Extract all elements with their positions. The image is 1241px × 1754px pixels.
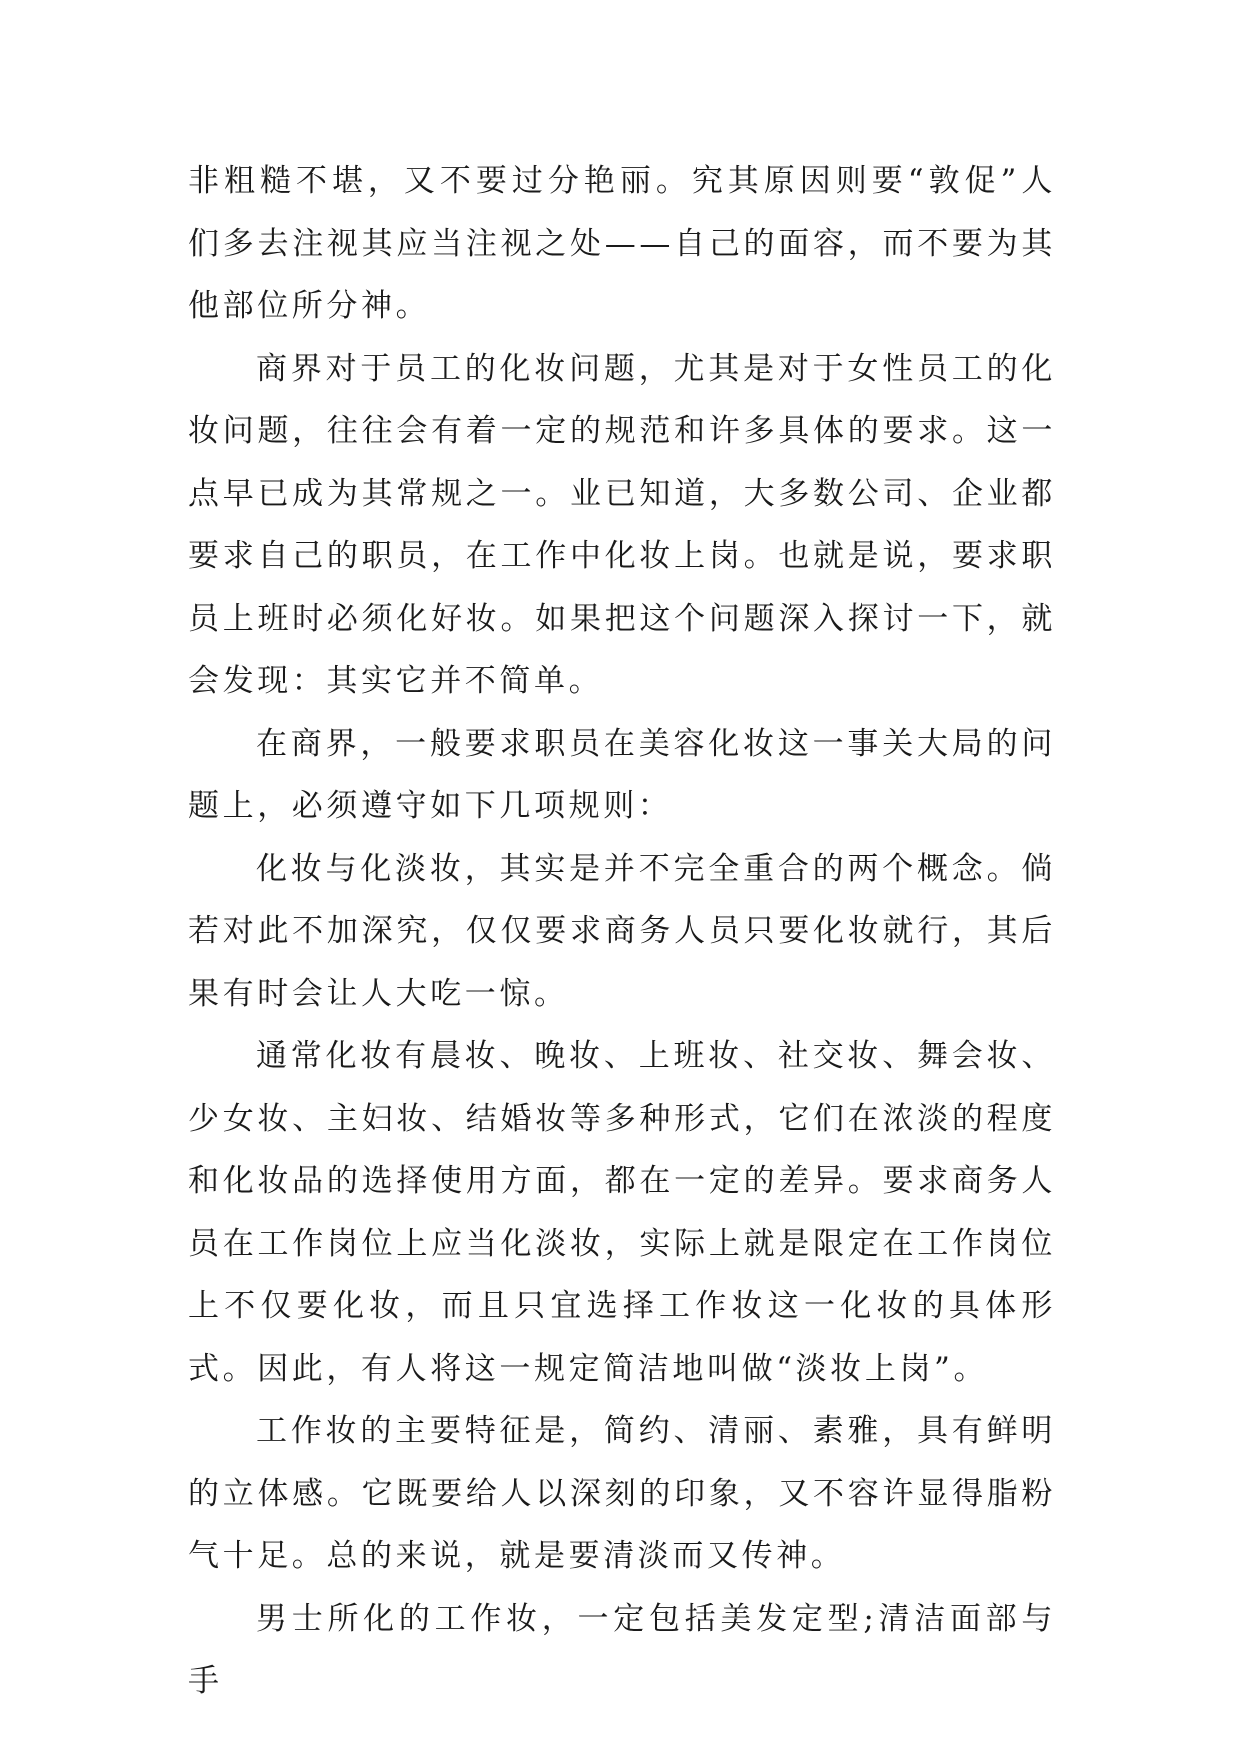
paragraph-work-makeup-features: 工作妆的主要特征是，简约、清丽、素雅，具有鲜明的立体感。它既要给人以深刻的印象，又不容许显得脂粉气十足。总的来说，就是要清淡而又传神。 [188,1413,1056,1574]
paragraph-continued: 非粗糙不堪，又不要过分艳丽。究其原因则要“敦促”人们多去注视其应当注视之处——自己的面容，而不要为其他部位所分神。 [188,163,1056,324]
paragraph-makeup-types: 通常化妆有晨妆、晚妆、上班妆、社交妆、舞会妆、少女妆、主妇妆、结婚妆等多种形式，它们在浓淡的程度和化妆品的选择使用方面，都在一定的差异。要求商务人员在工作岗位上应当化淡妆，实际上就是限定在工作岗位上不仅要化妆，而且只宜选择工作妆这一化妆的具体形式。因此，有人将这一规定简洁地叫做“淡妆上岗”。 [188,1038,1056,1387]
document-page [188,150,1056,1713]
paragraph-business-rules-intro: 在商界，一般要求职员在美容化妆这一事关大局的问题上，必须遵守如下几项规则： [188,725,1056,824]
paragraph-mens-work-makeup: 男士所化的工作妆，一定包括美发定型;清洁面部与手 [188,1600,1056,1699]
paragraph-staff-makeup-norms: 商界对于员工的化妆问题，尤其是对于女性员工的化妆问题，往往会有着一定的规范和许多具体的要求。这一点早已成为其常规之一。业已知道，大多数公司、企业都要求自己的职员，在工作中化妆上岗。也就是说，要求职员上班时必须化好妆。如果把这个问题深入探讨一下，就会发现：其实它并不简单。 [188,350,1056,699]
paragraph-makeup-vs-light-makeup: 化妆与化淡妆，其实是并不完全重合的两个概念。倘若对此不加深究，仅仅要求商务人员只要化妆就行，其后果有时会让人大吃一惊。 [188,850,1056,1012]
